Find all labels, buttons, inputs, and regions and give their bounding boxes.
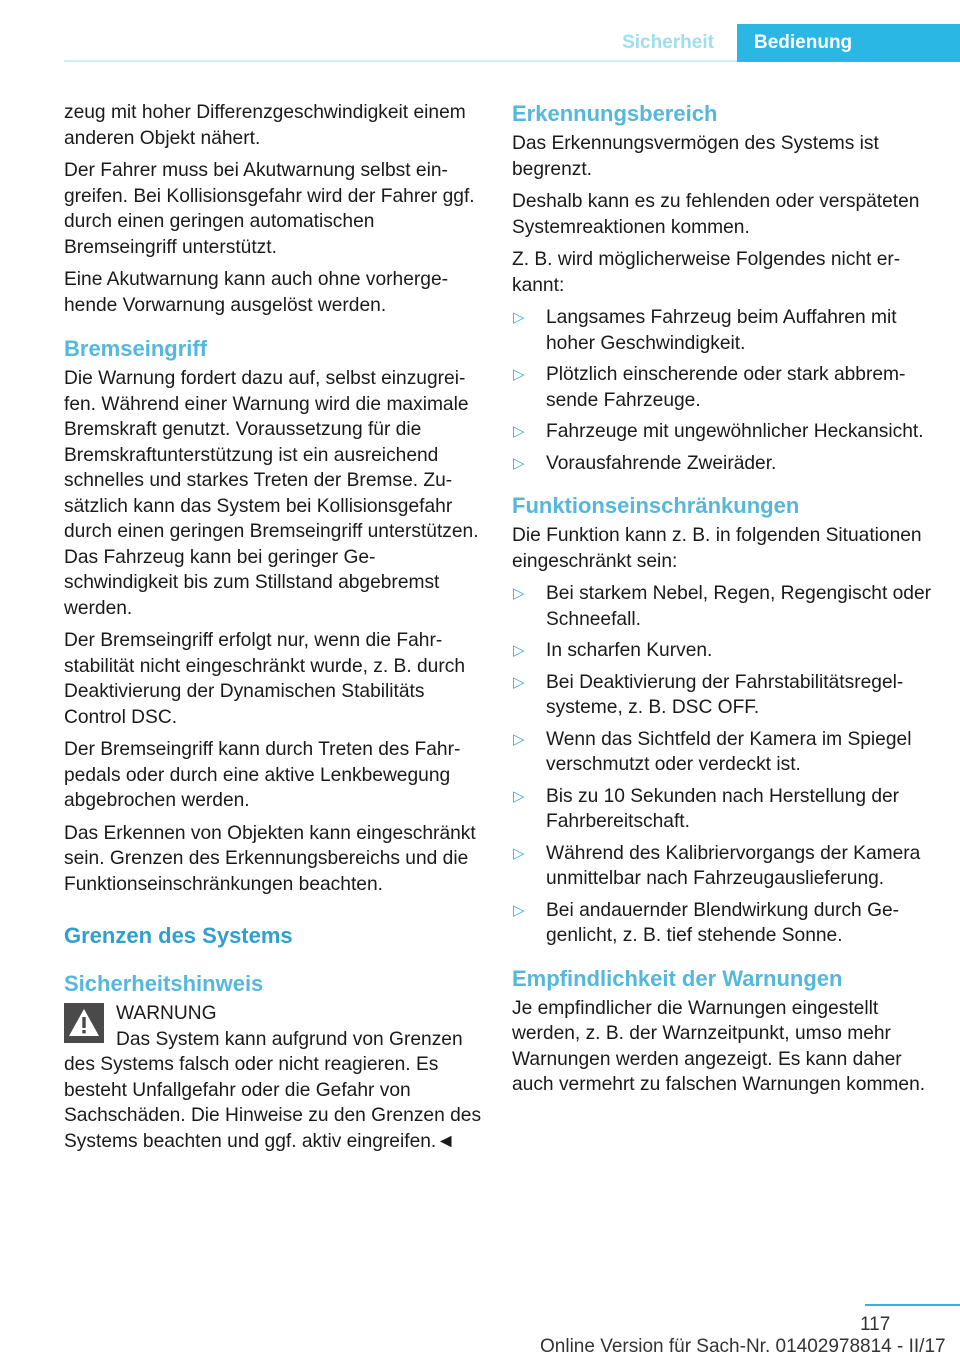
section-heading-empfindlichkeit: Empfindlichkeit der Warnungen (512, 965, 843, 991)
bullet-marker-icon: ▷ (513, 423, 525, 440)
bullet-marker-icon: ▷ (513, 673, 525, 691)
section-heading-grenzen: Grenzen des Systems (64, 923, 293, 948)
list-item: ▷ Bei starkem Nebel, Regen, Regengischt oder Schneefall. (513, 583, 932, 630)
list-item: ▷ Wenn das Sichtfeld der Kamera im Spiegel verschmutzt oder verdeckt ist. (513, 728, 912, 775)
bullet-marker-icon: ▷ (513, 787, 525, 805)
paragraph: Die Warnung fordert dazu auf, selbst einzugreifen. Während einer Warnung wird die maximale Bremskraft genutzt. Voraussetzung für die Bremskraftunterstützung ist ein ausreichend schnelles und starkes Treten der Bremse. Zusätzlich kann das System bei Kollisionsgefahr durch einen geringen Bremseingriff unterstützen. Das Fahrzeug kann bei geringer Geschwindigkeit bis zum Stillstand abgebremst werden. (64, 368, 479, 619)
paragraph: Der Bremseingriff kann durch Treten des Fahrpedals oder durch eine aktive Lenkbewegung abgebrochen werden. (64, 739, 461, 811)
tab-sicherheit[interactable]: Sicherheit (622, 32, 714, 53)
section-heading-sicherheitshinweis: Sicherheitshinweis (64, 971, 264, 996)
warning-text: des Systems falsch oder nicht reagieren. Es besteht Unfallgefahr oder die Gefahr von Sachschäden. Die Hinweise zu den Grenzen des Systems beachten und ggf. aktiv eingreifen.◄ (64, 1054, 482, 1152)
bullet-marker-icon: ▷ (513, 454, 525, 472)
list-item: ▷ Bei andauernder Blendwirkung durch Gegenlicht, z. B. tief stehende Sonne. (513, 899, 900, 946)
paragraph: Je empfindlicher die Warnungen eingestellt werden, z. B. der Warnzeitpunkt, umso mehr Warnungen werden angezeigt. Es kann daher auch vermehrt zu falschen Warnungen kommen. (512, 997, 926, 1095)
right-column (512, 100, 932, 1105)
list-item: ▷ Fahrzeuge mit ungewöhnlicher Heckansicht. (512, 419, 932, 445)
bullet-list-erkennung (512, 305, 932, 476)
paragraph: Deshalb kann es zu fehlenden oder verspäteten Systemreaktionen kommen. (512, 191, 920, 238)
list-item: ▷ Während des Kalibriervorgangs der Kamera unmittelbar nach Fahrzeugauslieferung. (513, 842, 921, 889)
bullet-list-funktion (512, 581, 932, 949)
warning-triangle-icon (64, 1003, 104, 1043)
warning-text-first-line: Das System kann aufgrund von Grenzen (116, 1028, 463, 1050)
bullet-marker-icon: ▷ (513, 366, 525, 383)
paragraph: Z. B. wird möglicherweise Folgendes nicht erkannt: (512, 249, 901, 296)
bullet-marker-icon: ▷ (513, 642, 525, 659)
paragraph: Das Erkennen von Objekten kann eingeschränkt sein. Grenzen des Erkennungsbereichs und die Funktionseinschränkungen beachten. (64, 822, 476, 895)
left-column (64, 100, 482, 1154)
list-item: ▷ Plötzlich einscherende oder stark abbremsende Fahrzeuge. (513, 364, 906, 411)
warning-label: WARNUNG (116, 1003, 217, 1024)
online-version-note: Online Version für Sach-Nr. 01402978814 - II/17 (540, 1336, 946, 1357)
paragraph: Das Erkennungsvermögen des Systems ist begrenzt. (512, 133, 879, 180)
bullet-marker-icon: ▷ (513, 309, 525, 326)
paragraph: Der Fahrer muss bei Akutwarnung selbst eingreifen. Bei Kollisionsgefahr wird der Fahrer ggf. durch einen geringen automatischen Bremseingriff unterstützt. (64, 160, 475, 258)
list-item: ▷ In scharfen Kurven. (512, 638, 932, 664)
list-item: ▷ Langsames Fahrzeug beim Auffahren mit hoher Geschwindigkeit. (513, 307, 897, 354)
section-heading-funktionseinschraenkungen: Funktionseinschränkungen (512, 493, 800, 518)
footer-rule (865, 1304, 960, 1306)
list-item: ▷ Vorausfahrende Zweiräder. (512, 451, 932, 477)
warning-box (64, 1001, 482, 1154)
list-item: ▷ Bis zu 10 Sekunden nach Herstellung der Fahrbereitschaft. (513, 785, 900, 832)
paragraph: Eine Akutwarnung kann auch ohne vorhergehende Vorwarnung ausgelöst werden. (64, 269, 449, 316)
list-item: ▷ Bei Deaktivierung der Fahrstabilitätsregelsysteme, z. B. DSC OFF. (513, 671, 904, 718)
paragraph: Die Funktion kann z. B. in folgenden Situationen eingeschränkt sein: (512, 525, 922, 572)
bullet-marker-icon: ▷ (513, 844, 525, 862)
tab-bedienung[interactable]: Bedienung (737, 24, 960, 62)
section-heading-bremseingriff: Bremseingriff (64, 336, 208, 361)
paragraph: zeug mit hoher Differenzgeschwindigkeit einem anderen Objekt nähert. (64, 102, 466, 149)
bullet-marker-icon: ▷ (513, 901, 525, 919)
bullet-marker-icon: ▷ (513, 585, 525, 602)
page-number: 117 (860, 1314, 891, 1335)
section-heading-erkennungsbereich: Erkennungsbereich (512, 101, 718, 126)
bullet-marker-icon: ▷ (513, 730, 525, 748)
paragraph: Der Bremseingriff erfolgt nur, wenn die Fahrstabilität nicht eingeschränkt wurde, z. B. durch Deaktivierung der Dynamischen Stabilitäts Control DSC. (64, 630, 466, 728)
